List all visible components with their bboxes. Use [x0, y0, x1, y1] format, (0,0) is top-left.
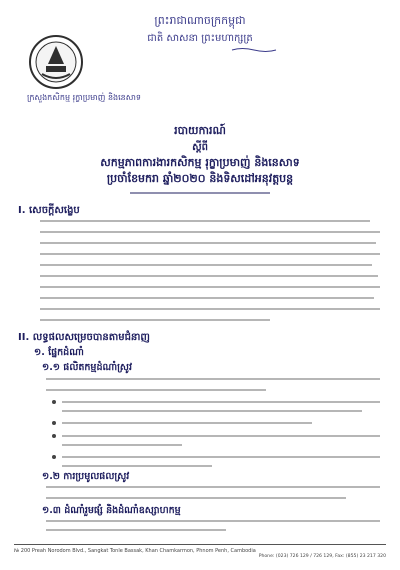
rice-harvest-paragraph — [46, 486, 380, 499]
subsection-field-crops: ១.៣ ដំណាំរួមផ្សំ និងដំណាំឧស្សាហកម្ម — [42, 505, 181, 516]
subsection-crops: ១. ផ្នែកដំណាំ — [34, 347, 84, 358]
list-item — [52, 400, 382, 404]
field-crops-paragraph — [46, 520, 380, 531]
footer-divider — [14, 544, 386, 545]
document-type: របាយការណ៍ — [174, 124, 226, 137]
list-item — [52, 455, 382, 459]
section-heading-results: II. លទ្ធផលសម្រេចបានតាមជំនាញ — [18, 332, 150, 343]
subsection-rice-production: ១.១ ផលិតកម្មដំណាំស្រូវ — [42, 362, 132, 373]
bullet-icon — [52, 421, 56, 425]
rice-production-paragraph — [46, 378, 380, 391]
document-about: ស្តីពី — [192, 142, 208, 153]
summary-paragraph — [40, 220, 380, 321]
subsection-rice-harvest: ១.២ ការប្រមូលផលស្រូវ — [42, 471, 130, 482]
bullet-icon — [52, 434, 56, 438]
kingdom-heading: ព្រះរាជាណាចក្រកម្ពុជា — [154, 14, 246, 27]
motto-ornament — [230, 47, 278, 53]
document-title-line-2: ប្រចាំខែមករា ឆ្នាំ២០២០ និងទិសដៅអនុវត្តបន្ត — [106, 172, 294, 185]
list-item — [52, 421, 382, 425]
document-title-line-1: សកម្មភាពការងារកសិកម្ម រុក្ខាប្រមាញ់ និងនេសាទ — [100, 156, 300, 169]
rice-production-bullets — [52, 400, 382, 467]
ministry-name: ក្រសួងកសិកម្ម រុក្ខាប្រមាញ់ និងនេសាទ — [27, 93, 141, 102]
bullet-icon — [52, 455, 56, 459]
footer-address: № 200 Preah Norodom Blvd., Sangkat Tonle Bassak, Khan Chamkarmon, Phnom Penh, Cambodia — [14, 548, 256, 554]
title-divider — [130, 191, 270, 195]
bullet-icon — [52, 400, 56, 404]
footer-contact: Phone: (023) 726 129 / 726 129, Fax: (855) 23 217 320 — [258, 554, 386, 559]
list-item — [52, 434, 382, 438]
section-heading-summary: I. សេចក្តីសង្ខេប — [18, 205, 80, 216]
ministry-emblem-icon — [28, 34, 84, 90]
national-motto: ជាតិ សាសនា ព្រះមហាក្សត្រ — [147, 33, 253, 44]
